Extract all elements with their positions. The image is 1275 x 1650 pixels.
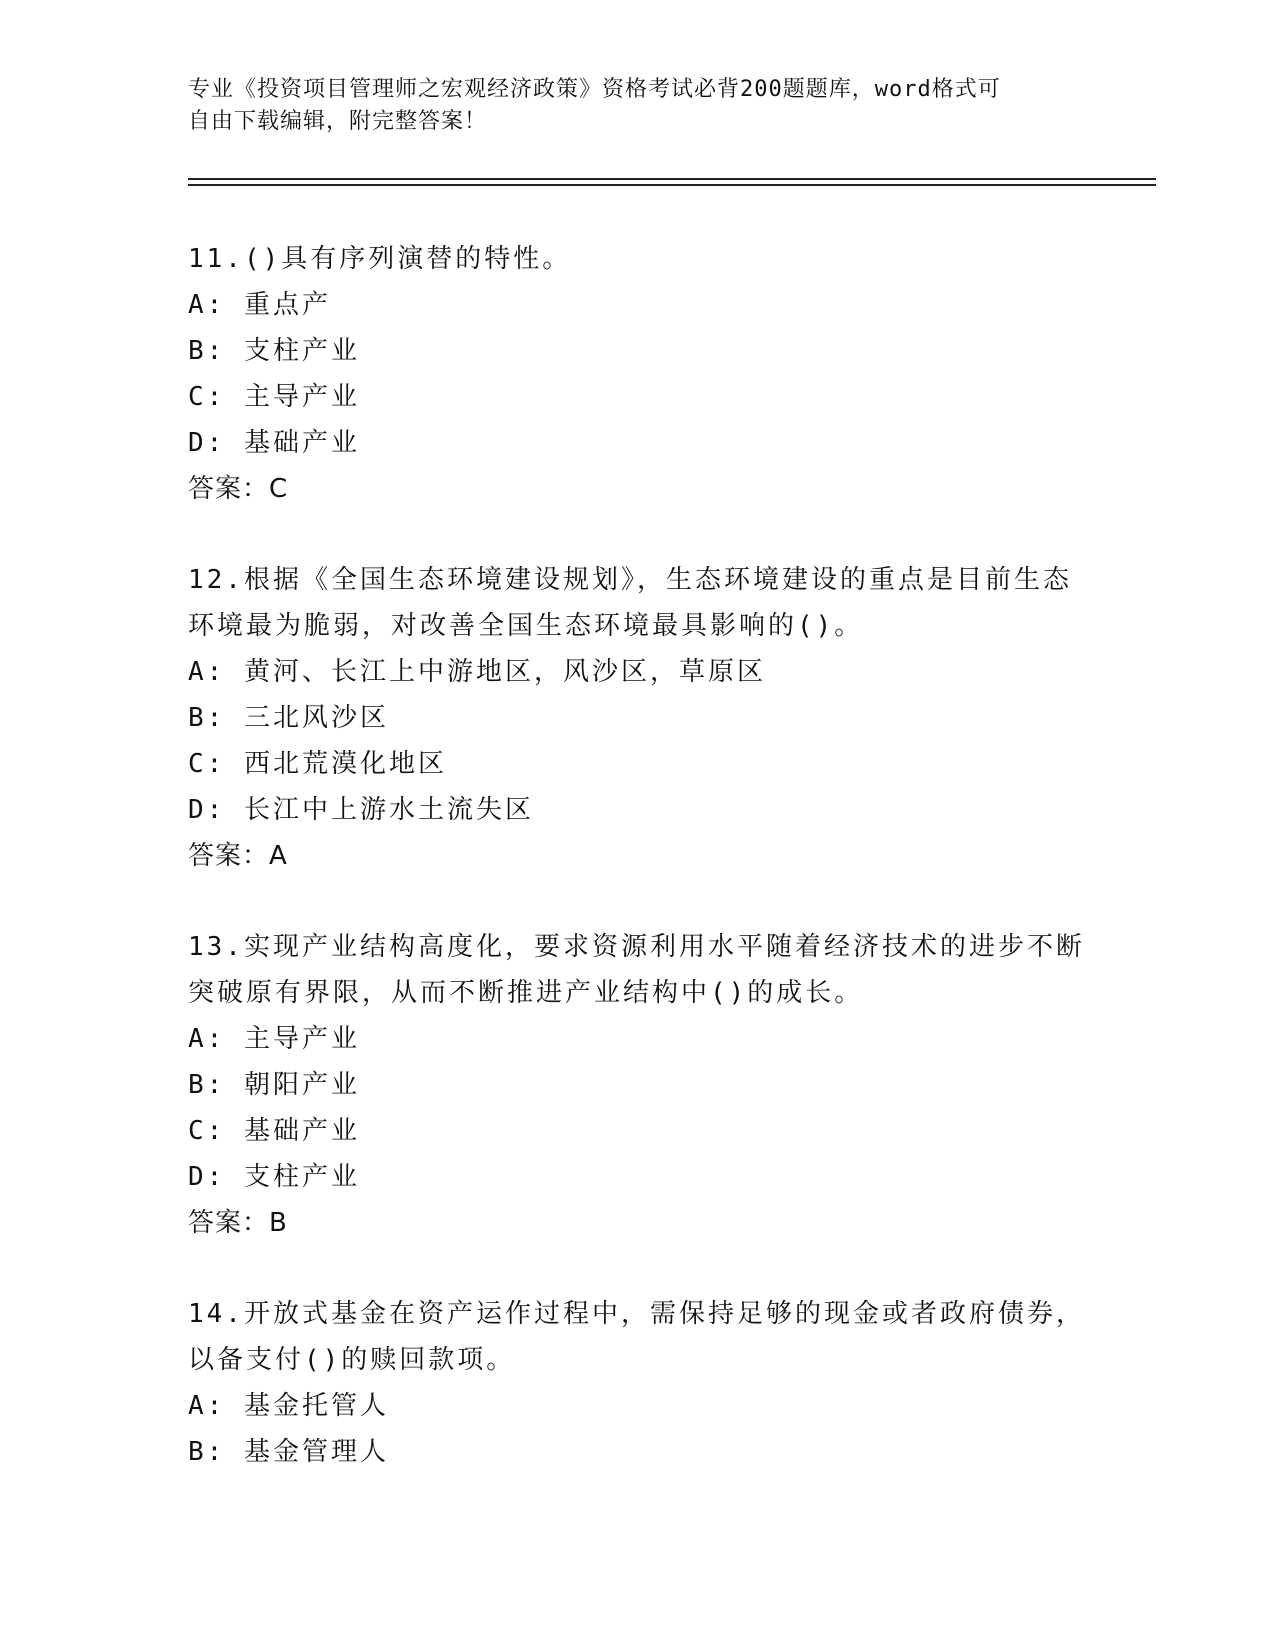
option-b: B: 朝阳产业: [188, 1070, 360, 1100]
question-stem-cont: 突破原有界限，从而不断推进产业结构中()的成长。: [188, 978, 864, 1008]
question-13: [188, 924, 1088, 1246]
option-a: A: 基金托管人: [188, 1391, 389, 1421]
header-divider-top: [188, 178, 1156, 180]
option-b: B: 三北风沙区: [188, 703, 389, 733]
question-stem: 11.()具有序列演替的特性。: [188, 244, 572, 274]
option-a: A: 黄河、长江上中游地区，风沙区，草原区: [188, 657, 766, 687]
option-b: B: 支柱产业: [188, 336, 360, 366]
answer-label: 答案：A: [188, 841, 288, 871]
question-12: [188, 557, 1088, 879]
option-c: C: 主导产业: [188, 382, 360, 412]
option-a: A: 重点产: [188, 290, 331, 320]
answer-label: 答案：B: [188, 1208, 288, 1238]
option-c: C: 西北荒漠化地区: [188, 749, 447, 779]
question-stem-cont: 以备支付()的赎回款项。: [188, 1345, 516, 1375]
option-d: D: 长江中上游水土流失区: [188, 795, 534, 825]
document-header: [188, 74, 1088, 138]
header-line-1: 专业《投资项目管理师之宏观经济政策》资格考试必背200题题库，word格式可: [188, 77, 1001, 102]
question-11: [188, 236, 1088, 512]
header-divider-bottom: [188, 184, 1156, 186]
question-stem: 14.开放式基金在资产运作过程中，需保持足够的现金或者政府债券，: [188, 1299, 1085, 1329]
question-14: [188, 1291, 1088, 1475]
question-stem: 13.实现产业结构高度化，要求资源利用水平随着经济技术的进步不断: [188, 932, 1085, 962]
question-stem-cont: 环境最为脆弱，对改善全国生态环境最具影响的()。: [188, 611, 864, 641]
option-c: C: 基础产业: [188, 1116, 360, 1146]
question-list: [188, 236, 1088, 1520]
option-d: D: 支柱产业: [188, 1162, 360, 1192]
option-b: B: 基金管理人: [188, 1437, 389, 1467]
header-line-2: 自由下载编辑，附完整答案！: [188, 109, 488, 134]
answer-label: 答案：C: [188, 474, 289, 504]
option-a: A: 主导产业: [188, 1024, 360, 1054]
option-d: D: 基础产业: [188, 428, 360, 458]
question-stem: 12.根据《全国生态环境建设规划》，生态环境建设的重点是目前生态: [188, 565, 1072, 595]
